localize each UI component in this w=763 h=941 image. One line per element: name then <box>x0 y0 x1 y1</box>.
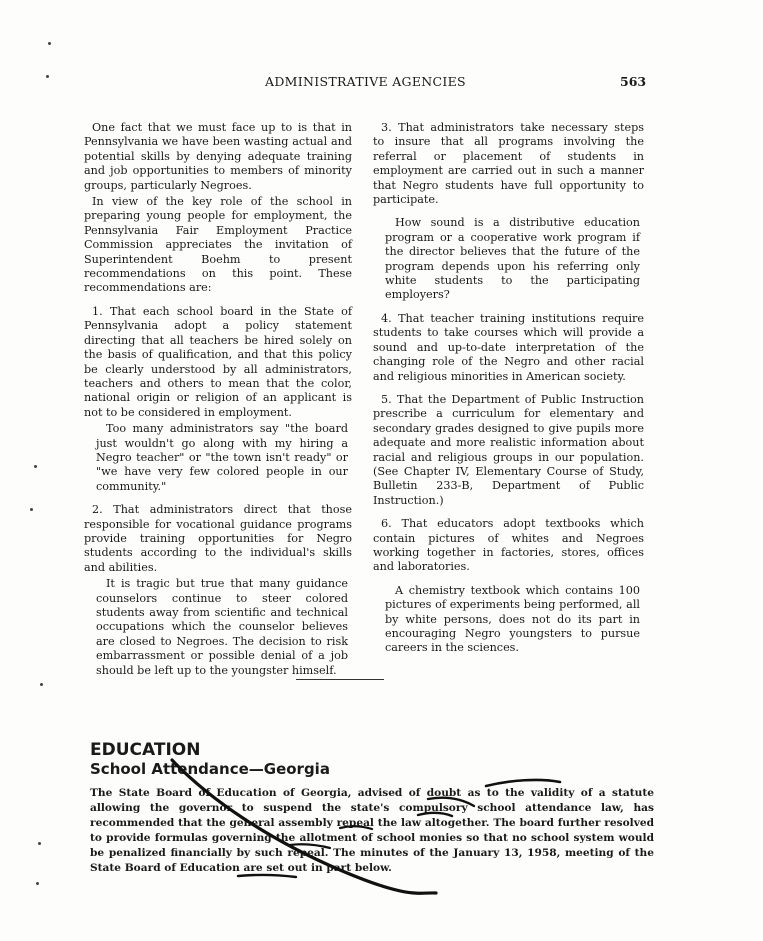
left-column <box>84 121 352 687</box>
recommendation-2: 2. That administrators direct that those responsible for vocational guidance programs provide training opportunities for Negro students according to the individual's skills and abilities. <box>84 503 352 574</box>
scan-speck <box>48 42 51 45</box>
comment-paragraph: How sound is a distributive education program or a cooperative work program if the director believes that the future of the program depends upon his referring only white students to the participating employers? <box>385 216 640 302</box>
scan-speck <box>30 508 33 511</box>
section-title: EDUCATION <box>90 740 201 760</box>
header-title: ADMINISTRATIVE AGENCIES <box>265 74 466 89</box>
recommendation-6: 6. That educators adopt textbooks which contain pictures of whites and Negroes working together in factories, stores, offices and laboratories. <box>373 517 644 574</box>
section-divider <box>296 679 384 680</box>
scan-speck <box>38 842 41 845</box>
page-number: 563 <box>620 74 647 89</box>
scan-speck <box>36 882 39 885</box>
recommendation-1: 1. That each school board in the State of Pennsylvania adopt a policy statement directing that all teachers be hired solely on the basis of qualification, and that this policy be clearly understood by all administrators, teachers and others to mean that the color, national origin or religion of an applicant is not to be considered in employment. <box>84 304 352 419</box>
right-column <box>373 121 644 665</box>
comment-paragraph: A chemistry textbook which contains 100 pictures of experiments being performed, all by white persons, does not do its part in encouraging Negro youngsters to pursue careers in the sciences. <box>385 583 640 655</box>
comment-paragraph: Too many administrators say "the board just wouldn't go along with my hiring a Negro teacher" or "the town isn't ready" or "we have very few colored people in our community." <box>96 422 348 493</box>
recommendation-5: 5. That the Department of Public Instruction prescribe a curriculum for elementary and secondary grades designed to give pupils more adequate and more realistic information about racial and religious groups in our population. (See Chapter IV, Elementary Course of Study, Bulletin 233-B, Department of Public Instruction.) <box>373 392 644 507</box>
education-section <box>90 740 654 876</box>
scan-speck <box>46 75 49 78</box>
paragraph: One fact that we must face up to is that in Pennsylvania we have been wasting actual and potential skills by denying adequate training and job opportunities to members of minority groups, particularly Negroes. <box>84 121 352 192</box>
comment-paragraph: It is tragic but true that many guidance counselors continue to steer colored students away from scientific and technical occupations which the counselor believes are closed to Negroes. The decision to risk embarrassment or possible denial of a job should be left up to the youngster himself. <box>96 577 348 677</box>
recommendation-4: 4. That teacher training institutions require students to take courses which will provide a sound and up-to-date interpretation of the changing role of the Negro and other racial and religious minorities in American society. <box>373 311 644 383</box>
scan-speck <box>40 683 43 686</box>
scan-speck <box>34 465 37 468</box>
section-body: The State Board of Education of Georgia, advised of doubt as to the validity of a statute allowing the governor to suspend the state's compulsory school attendance law, has recommended that the general assembly repeal the law altogether. The board further resolved to provide formulas governing the allotment of school monies so that no school system would be penalized financially by such repeal. The minutes of the January 13, 1958, meeting of the State Board of Education are set out in part below. <box>90 787 654 874</box>
recommendation-3: 3. That administrators take necessary steps to insure that all programs involving the referral or placement of students in employment are carried out in such a manner that Negro students have full opportunity to participate. <box>373 121 644 207</box>
section-subtitle: School Attendance—Georgia <box>90 760 330 778</box>
paragraph: In view of the key role of the school in preparing young people for employment, the Pennsylvania Fair Employment Practice Commission appreciates the invitation of Superintendent Boehm to present recommendations on this point. These recommendations are: <box>84 195 352 295</box>
